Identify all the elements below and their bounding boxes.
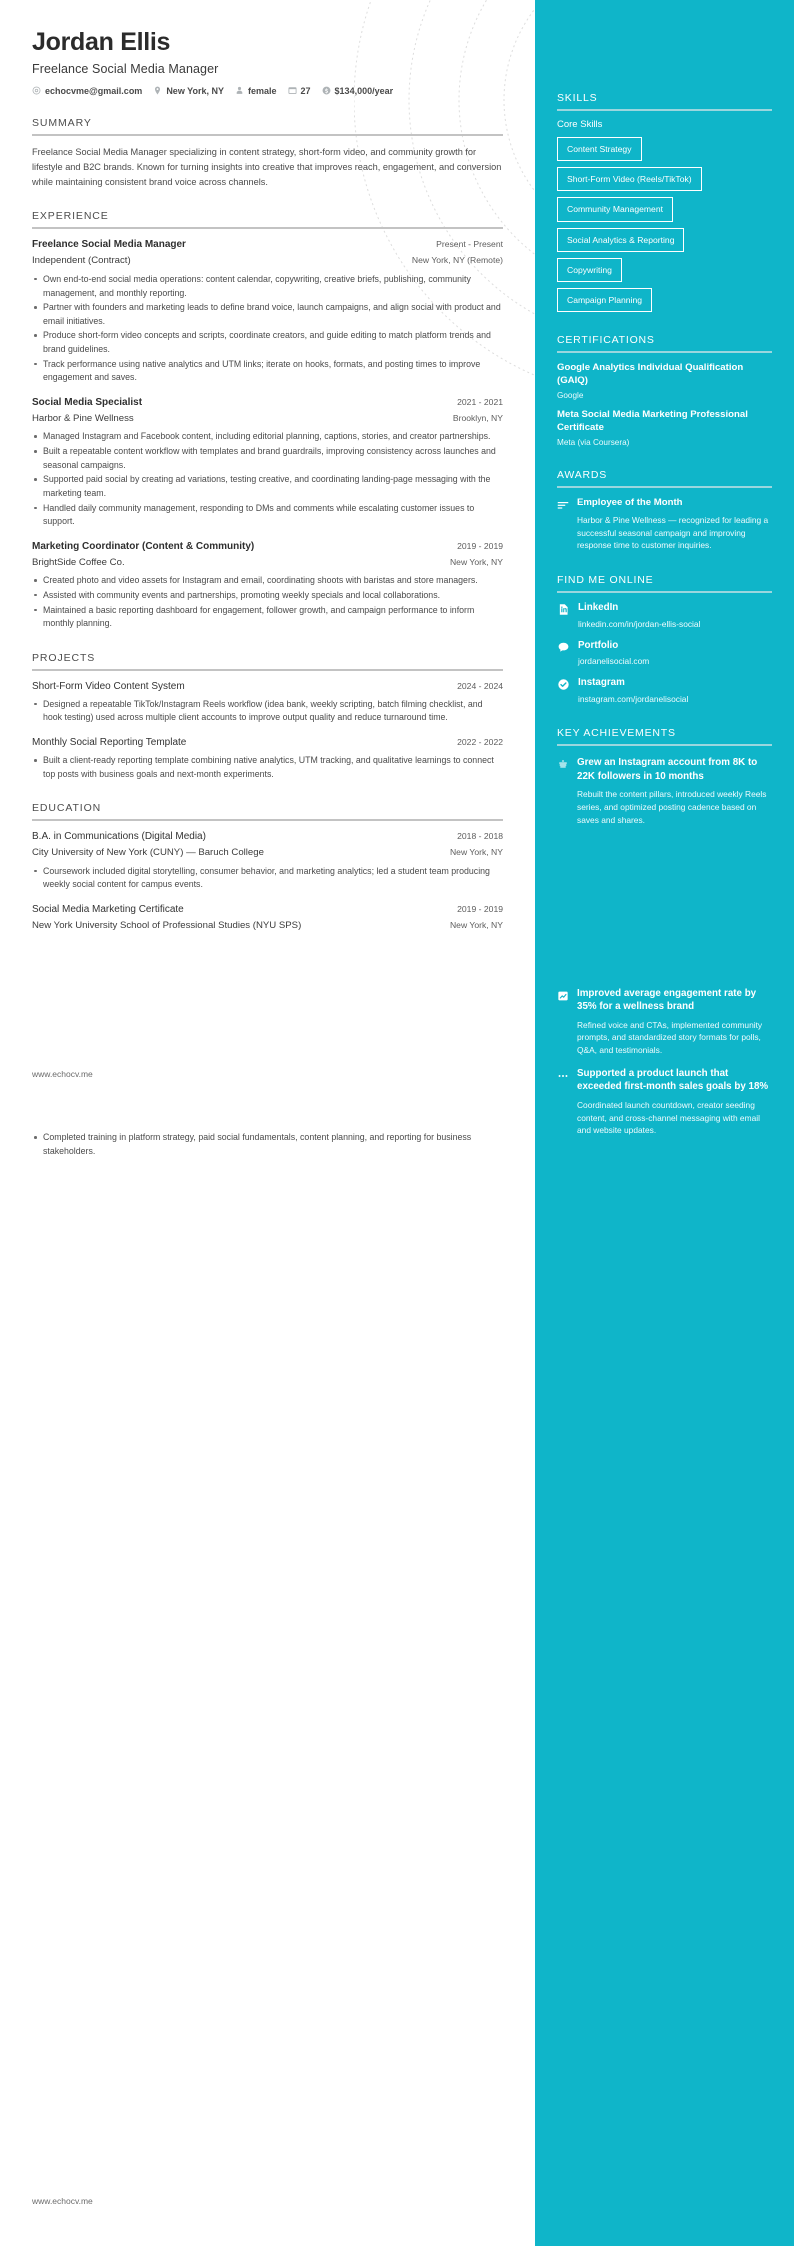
sidebar-title-key-achievements: KEY ACHIEVEMENTS — [557, 727, 676, 740]
orphan-bullet-block — [32, 1126, 502, 1159]
list-item: Handled daily community management, responding to DMs and comments while escalating customer issues to support. — [32, 502, 503, 529]
skill-chip: Community Management — [557, 197, 673, 221]
check-circle-icon — [557, 677, 570, 691]
entry-date: 2019 - 2019 — [457, 903, 503, 914]
achievement-title: Improved average engagement rate by 35% for a wellness brand — [577, 987, 757, 1013]
job-title-subtitle: Freelance Social Media Manager — [32, 61, 219, 76]
experience-entry — [32, 396, 503, 529]
online-link-url[interactable]: linkedin.com/in/jordan-ellis-social — [578, 618, 701, 629]
list-item: Built a repeatable content workflow with templates and brand guardrails, improving consistency across launches and seasonal campaigns. — [32, 445, 503, 472]
experience-entry — [32, 540, 503, 631]
sidebar — [535, 0, 794, 2246]
layout-spacer — [557, 827, 772, 977]
section-divider — [32, 669, 503, 671]
section-title-summary: SUMMARY — [32, 116, 92, 129]
skill-chip-list — [557, 137, 772, 312]
entry-bullets — [32, 865, 503, 892]
award-item — [557, 497, 772, 552]
sidebar-divider — [557, 351, 772, 353]
list-item: Assisted with community events and partnerships, promoting weekly specials and local collaborations. — [32, 589, 503, 603]
list-item: Created photo and video assets for Instagram and email, coordinating shoots with baristas and store managers. — [32, 574, 503, 588]
achievement-item — [557, 1067, 772, 1137]
trophy-icon — [557, 756, 569, 771]
money-icon — [322, 86, 331, 95]
entry-location: New York, NY — [449, 556, 503, 567]
list-item: Track performance using native analytics and UTM links; iterate on hooks, formats, and posting times to improve engagement and saves. — [32, 358, 503, 385]
project-entry — [32, 736, 503, 781]
dots-icon — [557, 1067, 569, 1082]
sidebar-title-certifications: CERTIFICATIONS — [557, 334, 655, 347]
entry-date: 2018 - 2018 — [457, 831, 503, 842]
person-icon — [235, 86, 244, 95]
contact-gender — [235, 86, 277, 96]
entry-title: Freelance Social Media Manager — [32, 239, 186, 251]
contact-age — [288, 86, 311, 96]
footer-url-page-1[interactable]: www.echocv.me — [32, 1069, 93, 1079]
entry-org: New York University School of Professional Studies (NYU SPS) — [32, 919, 302, 931]
skill-chip: Social Analytics & Reporting — [557, 228, 684, 252]
entry-date: 2022 - 2022 — [457, 737, 503, 747]
entry-title: B.A. in Communications (Digital Media) — [32, 831, 206, 843]
calendar-icon — [288, 86, 297, 95]
certification-item — [557, 409, 772, 447]
entry-title: Marketing Coordinator (Content & Community) — [32, 540, 255, 552]
entry-title: Short-Form Video Content System — [32, 680, 185, 692]
entry-bullets — [32, 430, 503, 528]
list-item: Managed Instagram and Facebook content, including editorial planning, captions, stories, and creator partnerships. — [32, 430, 503, 444]
project-entry — [32, 680, 503, 725]
chat-bubble-icon — [557, 640, 570, 654]
section-title-projects: PROJECTS — [32, 651, 96, 664]
achievement-item — [557, 756, 772, 826]
location-pin-icon — [153, 86, 162, 95]
online-link-portfolio[interactable] — [557, 640, 772, 668]
sidebar-section-awards — [557, 469, 772, 552]
list-item: Supported paid social by creating ad variations, testing creative, and coordinating landing-page messaging with the marketing team. — [32, 473, 503, 500]
section-experience — [32, 210, 503, 630]
sidebar-title-find-me-online: FIND ME ONLINE — [557, 574, 654, 587]
linkedin-icon — [557, 602, 570, 616]
contact-info-bar — [32, 86, 503, 96]
entry-title: Monthly Social Reporting Template — [32, 737, 187, 748]
sidebar-divider — [557, 744, 772, 746]
achievement-item — [557, 987, 772, 1057]
entry-date: 2024 - 2024 — [457, 680, 503, 691]
resume-header — [32, 28, 503, 96]
certification-item — [557, 362, 772, 400]
certification-org: Meta (via Coursera) — [557, 437, 630, 447]
skill-chip: Content Strategy — [557, 137, 642, 161]
sidebar-divider — [557, 486, 772, 488]
list-item: Built a client-ready reporting template combining native analytics, UTM tracking, and qualitative learnings to connect top posts with business goals and next-month experiments. — [32, 754, 503, 781]
list-item: Coursework included digital storytelling, consumer behavior, and marketing analytics; led a student team producing weekly social content for campus events. — [32, 865, 503, 892]
list-item: Maintained a basic reporting dashboard for engagement, follower growth, and campaign performance to inform monthly planning. — [32, 604, 503, 631]
list-item: Produce short-form video concepts and scripts, coordinate creators, and guide editing to match platform trends and brand guidelines. — [32, 329, 503, 356]
sidebar-title-skills: SKILLS — [557, 92, 598, 104]
contact-location — [153, 86, 224, 96]
entry-bullets — [32, 754, 503, 781]
skills-group-label: Core Skills — [557, 119, 603, 130]
section-divider — [32, 819, 503, 821]
list-item: Designed a repeatable TikTok/Instagram Reels workflow (idea bank, weekly scripting, batch filming checklist, and hook testing) used across multiple client accounts to improve output quality and reduce turnaround time. — [32, 698, 503, 725]
online-link-instagram[interactable] — [557, 677, 772, 705]
list-item: Completed training in platform strategy, paid social fundamentals, content planning, and reporting for business stakeholders. — [32, 1131, 502, 1158]
chart-up-icon — [557, 987, 569, 1002]
entry-bullets — [32, 574, 503, 631]
online-link-linkedin[interactable] — [557, 602, 772, 630]
section-projects — [32, 652, 503, 782]
section-education — [32, 802, 503, 932]
page-title: Jordan Ellis — [32, 28, 171, 56]
achievement-title: Supported a product launch that exceeded first-month sales goals by 18% — [577, 1067, 769, 1093]
online-link-title: Instagram — [578, 676, 625, 688]
entry-org: Harbor & Pine Wellness — [32, 412, 134, 424]
contact-email — [32, 86, 142, 96]
section-divider — [32, 134, 503, 136]
education-entry — [32, 830, 503, 892]
sidebar-section-certifications — [557, 334, 772, 447]
entry-location: New York, NY — [449, 919, 503, 930]
entry-title: Social Media Marketing Certificate — [32, 903, 184, 915]
contact-salary — [322, 86, 394, 96]
online-link-title: LinkedIn — [578, 602, 619, 614]
entry-bullets — [32, 698, 503, 725]
achievement-description: Coordinated launch countdown, creator seeding content, and cross-channel messaging with email and website updates. — [577, 1099, 760, 1136]
sidebar-title-awards: AWARDS — [557, 468, 608, 481]
sidebar-section-skills — [557, 92, 772, 312]
section-divider — [32, 227, 503, 229]
entry-bullets — [32, 1131, 502, 1158]
skill-chip: Campaign Planning — [557, 288, 652, 312]
section-summary — [32, 117, 503, 190]
entry-date: 2021 - 2021 — [457, 396, 503, 407]
email-icon — [32, 86, 41, 95]
online-link-url[interactable]: jordanelisocial.com — [578, 656, 650, 667]
summary-text: Freelance Social Media Manager specializing in content strategy, short-form video, and community growth for lifestyle and B2C brands. Known for turning insights into creative that improves reach, engagement, and conversion while maintaining consistent brand voice across channels. — [32, 146, 502, 187]
sidebar-divider — [557, 591, 772, 593]
entry-org: BrightSide Coffee Co. — [32, 556, 125, 568]
list-item: Partner with founders and marketing leads to define brand voice, launch campaigns, and align social with product and email initiatives. — [32, 301, 503, 328]
achievement-description: Refined voice and CTAs, implemented community prompts, and standardized story formats for polls, Q&A, and testimonials. — [577, 1019, 763, 1056]
online-link-url[interactable]: instagram.com/jordanelisocial — [578, 693, 689, 704]
entry-org: City University of New York (CUNY) — Baruch College — [32, 847, 264, 859]
contact-age-text: 27 — [300, 85, 311, 96]
sidebar-section-find-me-online — [557, 574, 772, 705]
entry-title: Social Media Specialist — [32, 396, 143, 408]
footer-url-page-2[interactable]: www.echocv.me — [32, 2196, 93, 2206]
skill-chip: Copywriting — [557, 258, 622, 282]
sidebar-section-key-achievements — [557, 727, 772, 1137]
education-entry — [32, 903, 503, 932]
entry-date: 2019 - 2019 — [457, 540, 503, 551]
experience-entry — [32, 238, 503, 384]
certification-name: Google Analytics Individual Qualification (GAIQ) — [557, 362, 744, 387]
sidebar-divider — [557, 109, 772, 111]
section-title-education: EDUCATION — [32, 802, 102, 815]
certification-name: Meta Social Media Marketing Professional Certificate — [557, 409, 748, 434]
contact-email-text: echocvme@gmail.com — [45, 85, 143, 96]
award-title: Employee of the Month — [577, 496, 683, 508]
entry-location: Brooklyn, NY — [452, 412, 503, 423]
entry-location: New York, NY — [449, 847, 503, 858]
entry-date: Present - Present — [436, 239, 503, 250]
achievement-description: Rebuilt the content pillars, introduced weekly Reels series, and optimized posting cadence based on saves and shares. — [577, 789, 767, 825]
online-link-title: Portfolio — [578, 639, 619, 651]
list-item: Own end-to-end social media operations: content calendar, copywriting, creative briefs, publishing, community management, and monthly reporting. — [32, 273, 503, 300]
entry-location: New York, NY (Remote) — [411, 255, 503, 266]
entry-org: Independent (Contract) — [32, 255, 131, 267]
skill-chip: Short-Form Video (Reels/TikTok) — [557, 167, 702, 191]
certification-org: Google — [557, 391, 584, 401]
section-title-experience: EXPERIENCE — [32, 210, 109, 223]
entry-bullets — [32, 273, 503, 385]
achievement-title: Grew an Instagram account from 8K to 22K followers in 10 months — [577, 757, 758, 782]
award-description: Harbor & Pine Wellness — recognized for leading a successful seasonal campaign and improving response time to customer inquiries. — [577, 514, 769, 551]
contact-gender-text: female — [248, 85, 277, 96]
contact-location-text: New York, NY — [166, 85, 224, 96]
lines-icon — [557, 497, 569, 511]
contact-salary-text: $134,000/year — [334, 85, 394, 96]
